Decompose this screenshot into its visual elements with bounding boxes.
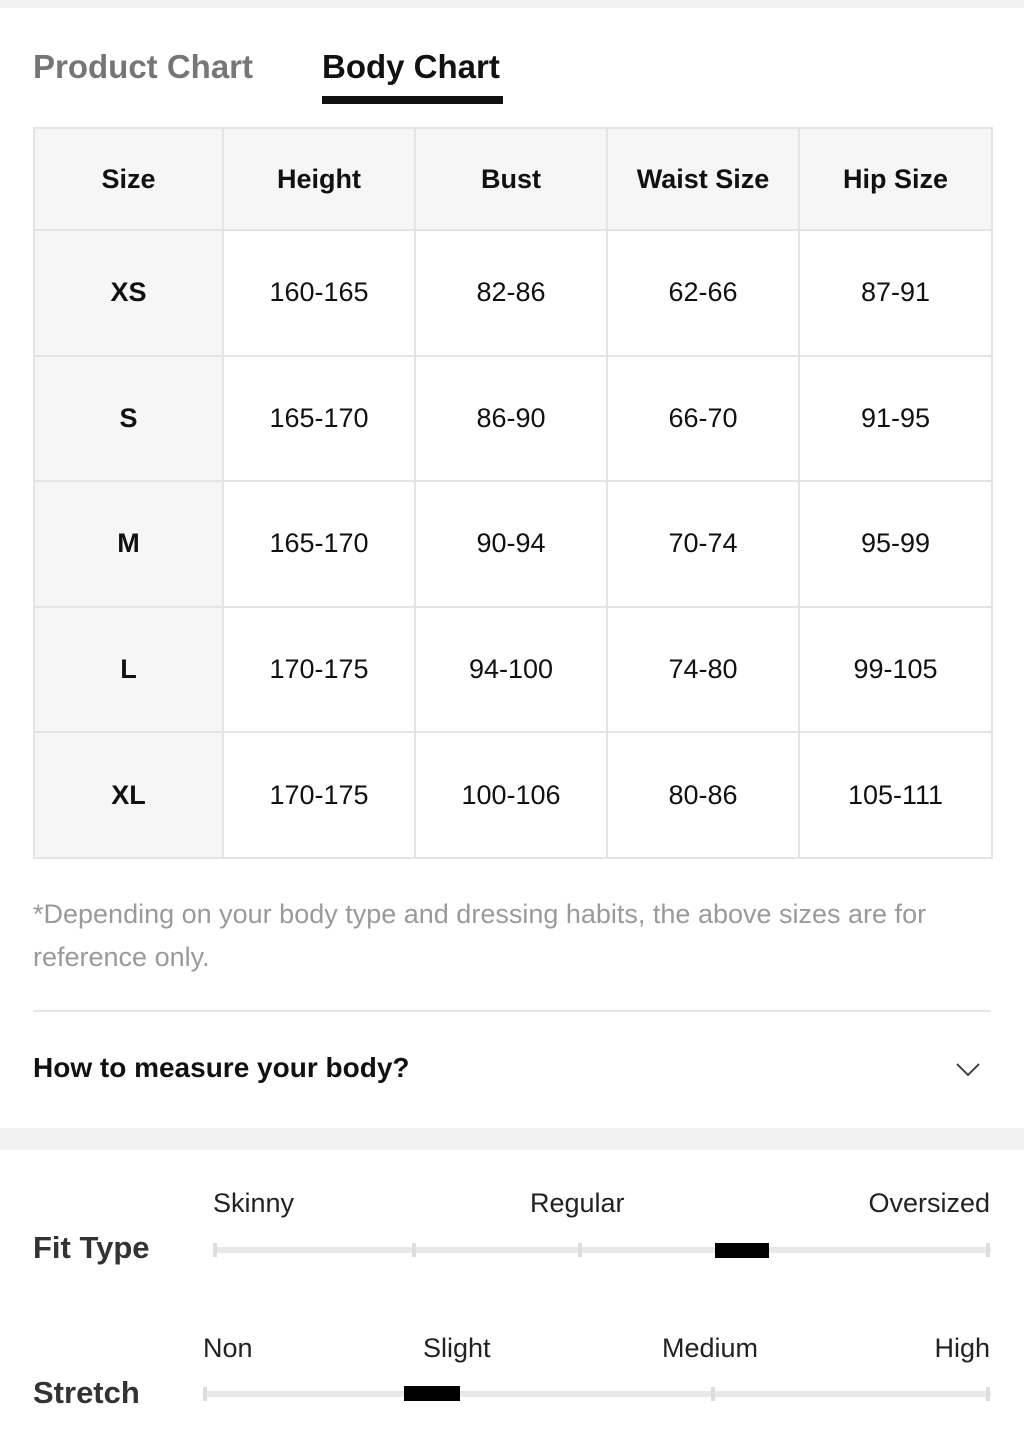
fit-tick	[986, 1243, 990, 1257]
hip-cell: 99-105	[799, 607, 992, 733]
stretch-scale-medium: Medium	[662, 1333, 759, 1363]
height-cell: 165-170	[223, 356, 415, 482]
table-row	[34, 230, 992, 356]
size-cell: S	[34, 356, 223, 482]
hip-cell: 105-111	[799, 732, 992, 858]
how-to-measure-toggle[interactable]	[33, 1040, 991, 1102]
waist-cell: 66-70	[607, 356, 799, 482]
stretch-section	[0, 1325, 1024, 1425]
table-row	[34, 481, 992, 607]
stretch-indicator	[404, 1386, 460, 1401]
stretch-label: Stretch	[33, 1375, 140, 1410]
table-row	[34, 356, 992, 482]
stretch-tick	[203, 1387, 207, 1401]
table-header-row	[34, 128, 992, 230]
section-separator-band	[0, 1128, 1024, 1150]
stretch-scale-non: Non	[203, 1333, 253, 1363]
active-tab-indicator	[322, 96, 503, 104]
table-row	[34, 732, 992, 858]
stretch-scale-high: High	[934, 1333, 990, 1363]
bust-cell: 90-94	[415, 481, 607, 607]
fit-tick	[578, 1243, 582, 1257]
bust-cell: 82-86	[415, 230, 607, 356]
section-divider	[33, 1010, 991, 1012]
hip-cell: 95-99	[799, 481, 992, 607]
size-cell: L	[34, 607, 223, 733]
waist-cell: 62-66	[607, 230, 799, 356]
stretch-scale-slight: Slight	[423, 1333, 491, 1363]
height-cell: 170-175	[223, 607, 415, 733]
size-cell: M	[34, 481, 223, 607]
waist-cell: 80-86	[607, 732, 799, 858]
fit-type-track	[213, 1247, 991, 1253]
chevron-down-icon[interactable]	[953, 1054, 983, 1084]
tab-product-chart[interactable]: Product Chart	[33, 48, 254, 85]
header-waist-size: Waist Size	[607, 128, 799, 230]
header-height: Height	[223, 128, 415, 230]
waist-cell: 74-80	[607, 607, 799, 733]
table-row	[34, 607, 992, 733]
height-cell: 160-165	[223, 230, 415, 356]
bust-cell: 94-100	[415, 607, 607, 733]
header-size: Size	[34, 128, 223, 230]
stretch-tick	[986, 1387, 990, 1401]
fit-type-label: Fit Type	[33, 1230, 150, 1265]
how-to-measure-title: How to measure your body?	[33, 1052, 410, 1083]
stretch-tick	[711, 1387, 715, 1401]
size-cell: XL	[34, 732, 223, 858]
size-disclaimer: *Depending on your body type and dressing habits, the above sizes are for reference only.	[33, 899, 927, 972]
header-bust: Bust	[415, 128, 607, 230]
size-table	[33, 127, 993, 859]
size-cell: XS	[34, 230, 223, 356]
fit-tick	[213, 1243, 217, 1257]
fit-scale-skinny: Skinny	[213, 1188, 295, 1218]
fit-type-indicator	[715, 1243, 769, 1258]
bust-cell: 86-90	[415, 356, 607, 482]
fit-scale-oversized: Oversized	[868, 1188, 990, 1218]
height-cell: 165-170	[223, 481, 415, 607]
chart-tabs	[33, 44, 993, 108]
top-strip	[0, 0, 1024, 8]
stretch-track	[203, 1391, 991, 1397]
bust-cell: 100-106	[415, 732, 607, 858]
height-cell: 170-175	[223, 732, 415, 858]
hip-cell: 87-91	[799, 230, 992, 356]
fit-type-section	[0, 1180, 1024, 1280]
waist-cell: 70-74	[607, 481, 799, 607]
fit-tick	[412, 1243, 416, 1257]
header-hip-size: Hip Size	[799, 128, 992, 230]
fit-scale-regular: Regular	[530, 1188, 625, 1218]
tab-body-chart[interactable]: Body Chart	[322, 48, 500, 85]
hip-cell: 91-95	[799, 356, 992, 482]
